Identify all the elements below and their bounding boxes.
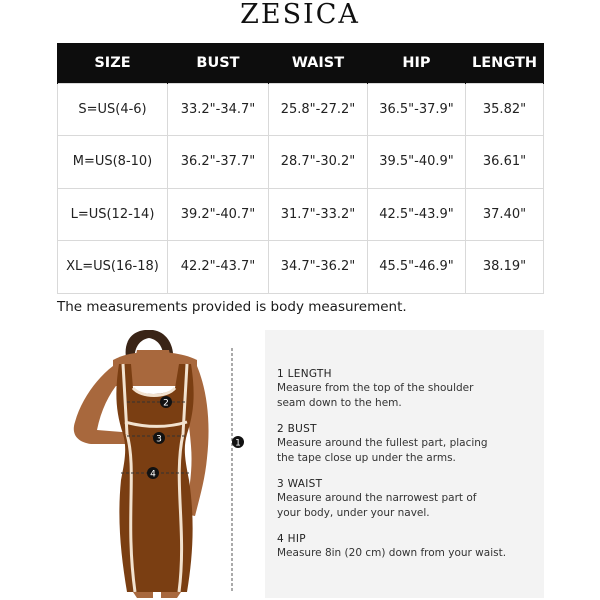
- bust-cell: 39.2"-40.7": [168, 188, 269, 241]
- marker-length: [232, 436, 244, 449]
- table-header-row: [58, 43, 544, 83]
- guide-length: [277, 367, 539, 410]
- hip-cell: 36.5"-37.9": [368, 83, 466, 136]
- header-bust: BUST: [168, 43, 269, 83]
- length-cell: 36.61": [466, 136, 544, 189]
- size-cell: M=US(8-10): [58, 136, 168, 189]
- length-cell: 35.82": [466, 83, 544, 136]
- guide-desc: Measure around the fullest part, placing: [277, 437, 488, 449]
- length-cell: 38.19": [466, 241, 544, 294]
- guide-title: 3 WAIST: [277, 478, 323, 490]
- size-cell: S=US(4-6): [58, 83, 168, 136]
- length-cell: 37.40": [466, 188, 544, 241]
- guide-desc: Measure 8in (20 cm) down from your waist.: [277, 547, 507, 559]
- size-cell: XL=US(16-18): [58, 241, 168, 294]
- measurement-guide-panel: [265, 330, 544, 598]
- guide-bust: [277, 422, 539, 465]
- svg-text:2: 2: [163, 398, 169, 409]
- dress-illustration: [57, 330, 247, 598]
- guide-waist: [277, 477, 539, 520]
- bust-cell: 36.2"-37.7": [168, 136, 269, 189]
- svg-text:3: 3: [156, 434, 162, 445]
- measurement-note: The measurements provided is body measurement.: [57, 299, 407, 315]
- header-waist: WAIST: [269, 43, 368, 83]
- bust-cell: 33.2"-34.7": [168, 83, 269, 136]
- guide-desc: Measure from the top of the shoulder: [277, 382, 474, 394]
- guide-title: 1 LENGTH: [277, 368, 332, 380]
- table-row: [58, 188, 544, 241]
- svg-text:1: 1: [235, 438, 241, 449]
- header-hip: HIP: [368, 43, 466, 83]
- table-row: [58, 241, 544, 294]
- size-chart-table: [57, 43, 544, 294]
- model-figure: [57, 330, 247, 598]
- header-length: LENGTH: [466, 43, 544, 83]
- bust-cell: 42.2"-43.7": [168, 241, 269, 294]
- guide-hip: [277, 532, 539, 561]
- brand-logo: ZESICA: [240, 0, 360, 30]
- waist-cell: 25.8"-27.2": [269, 83, 368, 136]
- hip-cell: 42.5"-43.9": [368, 188, 466, 241]
- neckline-trim: [133, 388, 175, 396]
- guide-desc: the tape close up under the arms.: [277, 451, 456, 464]
- guide-desc: seam down to the hem.: [277, 396, 402, 409]
- guide-desc: Measure around the narrowest part of: [277, 492, 477, 504]
- waist-cell: 28.7"-30.2": [269, 136, 368, 189]
- svg-text:4: 4: [150, 469, 156, 480]
- guide-desc: your body, under your navel.: [277, 506, 430, 519]
- table-row: [58, 136, 544, 189]
- table-row: [58, 83, 544, 136]
- guide-title: 2 BUST: [277, 423, 317, 435]
- waist-cell: 31.7"-33.2": [269, 188, 368, 241]
- waist-cell: 34.7"-36.2": [269, 241, 368, 294]
- header-size: SIZE: [58, 43, 168, 83]
- size-cell: L=US(12-14): [58, 188, 168, 241]
- legs: [133, 592, 181, 598]
- guide-title: 4 HIP: [277, 533, 306, 545]
- hip-cell: 45.5"-46.9": [368, 241, 466, 294]
- hip-cell: 39.5"-40.9": [368, 136, 466, 189]
